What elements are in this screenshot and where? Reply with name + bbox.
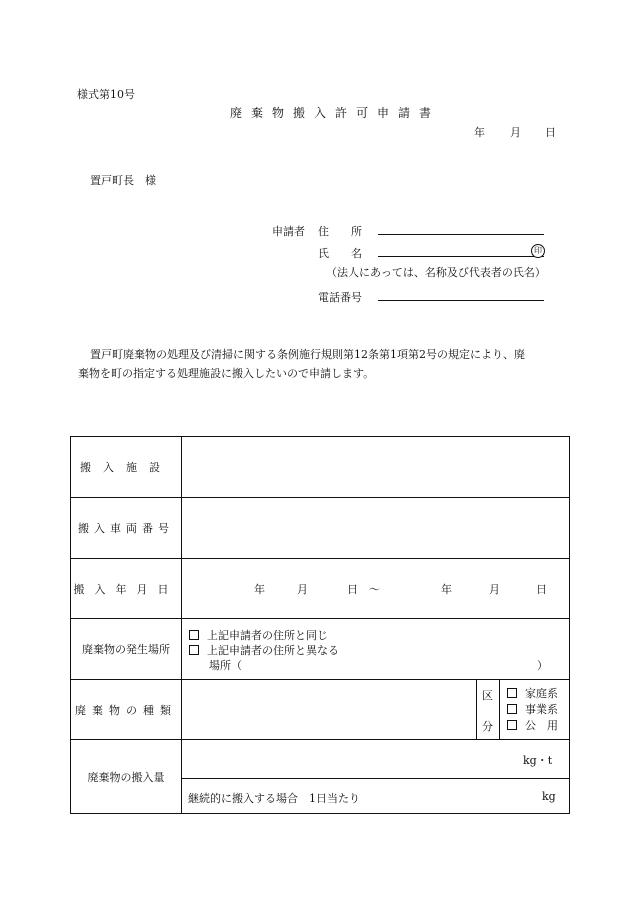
category-label-bottom: 分 bbox=[482, 720, 493, 733]
continuous-amount-unit: kg bbox=[542, 790, 556, 803]
address-label: 住 所 bbox=[318, 225, 362, 238]
row-divider bbox=[181, 778, 569, 779]
name-label: 氏 名 bbox=[318, 247, 362, 260]
to-month-label: 月 bbox=[489, 583, 500, 596]
category-option-household[interactable]: 家庭系 bbox=[507, 685, 558, 701]
origin-option-same[interactable]: 上記申請者の住所と同じ bbox=[189, 627, 328, 643]
date-month-label: 月 bbox=[510, 126, 521, 139]
body-text-line-2: 棄物を町の指定する処理施設に搬入したいので申請します。 bbox=[78, 367, 375, 380]
checkbox[interactable] bbox=[189, 645, 199, 655]
corporate-note: （法人にあっては、名称及び代表者の氏名） bbox=[326, 266, 546, 279]
application-table bbox=[70, 436, 570, 814]
facility-field[interactable] bbox=[183, 439, 568, 495]
column-divider bbox=[476, 679, 477, 739]
type-field[interactable] bbox=[183, 682, 473, 737]
category-label-top: 区 bbox=[482, 689, 493, 702]
date-year-label: 年 bbox=[474, 126, 485, 139]
category-option-business[interactable]: 事業系 bbox=[507, 701, 558, 717]
checkbox[interactable] bbox=[189, 630, 199, 640]
category-option-public[interactable]: 公 用 bbox=[507, 717, 558, 733]
place-close-label: ） bbox=[537, 659, 548, 672]
vehicle-number-field[interactable] bbox=[183, 500, 568, 556]
name-field[interactable] bbox=[378, 256, 544, 257]
checkbox[interactable] bbox=[507, 704, 517, 714]
place-open-label: 場所（ bbox=[209, 659, 242, 672]
column-divider bbox=[499, 679, 500, 739]
origin-row-label: 廃棄物の発生場所 bbox=[82, 643, 170, 656]
date-day-label: 日 bbox=[545, 126, 556, 139]
phone-label: 電話番号 bbox=[318, 291, 362, 304]
amount-unit: kg・t bbox=[523, 754, 553, 767]
origin-option-different[interactable]: 上記申請者の住所と異なる bbox=[189, 642, 339, 658]
type-row-label: 廃棄物の種類 bbox=[75, 703, 177, 717]
from-year-label: 年 bbox=[254, 583, 265, 596]
page-title: 廃棄物搬入許可申請書 bbox=[230, 106, 441, 120]
amount-row-label: 廃棄物の搬入量 bbox=[87, 770, 165, 784]
continuous-amount-text: 継続的に搬入する場合 1日当たり bbox=[188, 792, 360, 805]
phone-field[interactable] bbox=[378, 300, 544, 301]
range-tilde: ～ bbox=[369, 583, 380, 596]
to-year-label: 年 bbox=[441, 583, 452, 596]
facility-row-label: 搬入施設 bbox=[80, 461, 172, 474]
to-day-label: 日 bbox=[536, 583, 547, 596]
from-month-label: 月 bbox=[297, 583, 308, 596]
body-text-line-1: 置戸町廃棄物の処理及び清掃に関する条例施行規則第12条第1項第2号の規定により、廃 bbox=[90, 348, 525, 361]
checkbox[interactable] bbox=[507, 720, 517, 730]
address-field[interactable] bbox=[378, 234, 544, 235]
date-row-label: 搬入年月日 bbox=[73, 582, 179, 596]
checkbox[interactable] bbox=[507, 688, 517, 698]
column-divider bbox=[181, 437, 182, 813]
form-number: 様式第10号 bbox=[77, 88, 135, 101]
addressee: 置戸町長 様 bbox=[90, 174, 156, 187]
from-day-label: 日 bbox=[347, 583, 358, 596]
applicant-label: 申請者 bbox=[272, 225, 305, 238]
vehicle-row-label: 搬入車両番号 bbox=[78, 522, 174, 535]
seal-mark: 印 bbox=[531, 244, 545, 258]
